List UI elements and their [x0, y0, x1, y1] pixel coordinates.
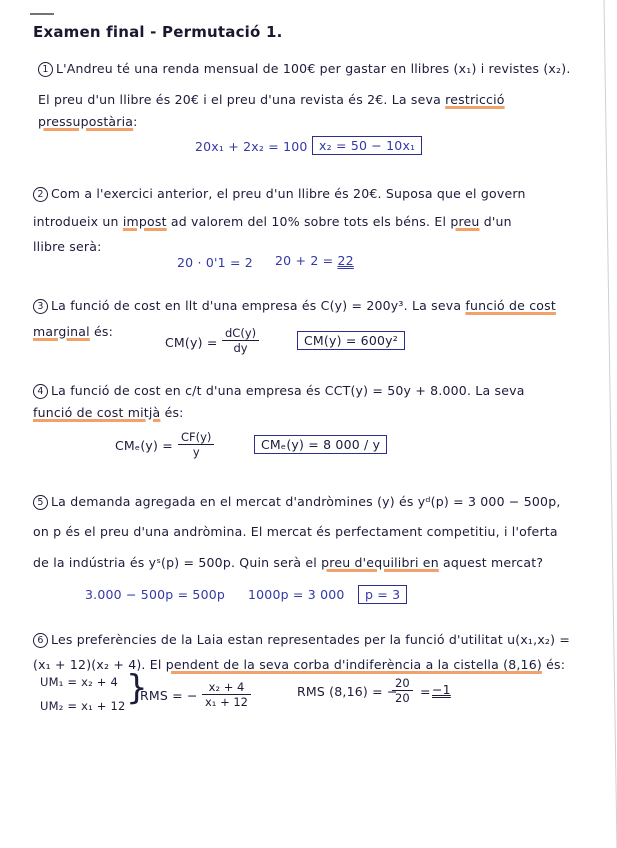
question-4-line-2: funció de cost mitjà és: [33, 405, 184, 420]
question-6-rms2-lhs: RMS (8,16) = − [297, 684, 398, 699]
highlight-preu-equilibri: preu d'equilibri en [321, 555, 439, 570]
question-2-line-2: introdueix un impost ad valorem del 10% sobre tots els béns. El preu d'un [33, 214, 512, 229]
question-4-lhs: CMₑ(y) = [115, 438, 173, 453]
question-4-fraction: $\frac{CF(y)}{y}$ [178, 430, 214, 459]
question-6-answer: −1 [432, 682, 451, 697]
question-3-line-2: marginal és: [33, 324, 114, 339]
question-1-line-3: pressupostària: [38, 114, 138, 129]
question-2-calc-2: 20 + 2 = 22 [275, 253, 354, 268]
question-3-line-1: 3 La funció de cost en llt d'una empresa és C(y) = 200y³. La seva funció de cost [33, 298, 556, 314]
question-6-line-2: (x₁ + 12)(x₂ + 4). El pendent de la seva corba d'indiferència a la cistella (8,16) és: [33, 657, 566, 672]
question-6-number: 6 [33, 633, 48, 648]
question-1-answer-box: x₂ = 50 − 10x₁ [312, 136, 422, 155]
brace-icon: } [126, 668, 148, 708]
highlight-restriccio: restricció [445, 92, 505, 107]
highlight-pressupostaria: pressupostària [38, 114, 134, 129]
question-6-line-1: 6 Les preferències de la Laia estan representades per la funció d'utilitat u(x₁,x₂) = [33, 632, 570, 648]
question-2-number: 2 [33, 187, 48, 202]
page-title: Examen final - Permutació 1. [33, 23, 283, 41]
highlight-pendent: pendent de la seva corba d'indiferència a la cistella (8,16) [165, 657, 542, 672]
question-3-number: 3 [33, 299, 48, 314]
highlight-preu: preu [450, 214, 480, 229]
question-5-line-3: de la indústria és yˢ(p) = 500p. Quin serà el preu d'equilibri en aquest mercat? [33, 555, 544, 570]
question-1-number: 1 [38, 62, 53, 77]
question-5-line-1: 5 La demanda agregada en el mercat d'andròmines (y) és yᵈ(p) = 3 000 − 500p, [33, 494, 561, 510]
question-6-um2: UM₂ = x₁ + 12 [40, 699, 126, 713]
question-1-equation: 20x₁ + 2x₂ = 100 [195, 139, 308, 154]
highlight-funcio-de-cost: funció de cost [465, 298, 556, 313]
question-1-line-2: El preu d'un llibre és 20€ i el preu d'una revista és 2€. La seva restricció [38, 92, 505, 107]
question-1-line-1: 1 L'Andreu té una renda mensual de 100€ per gastar en llibres (x₁) i revistes (x₂). [38, 61, 571, 77]
question-6-um1: UM₁ = x₂ + 4 [40, 675, 118, 689]
question-2-answer: 22 [337, 253, 354, 268]
question-6-equals: = [420, 684, 431, 699]
question-2-line-1: 2 Com a l'exercici anterior, el preu d'un llibre és 20€. Suposa que el govern [33, 186, 526, 202]
question-4-line-1: 4 La funció de cost en c/t d'una empresa és CCT(y) = 50y + 8.000. La seva [33, 383, 525, 399]
question-6-rms-fraction: $\frac{\text{x₂ + 4}}{\text{x₁ + 12}}$ [202, 680, 251, 709]
question-3-fraction: $\frac{dC(y)}{dy}$ [222, 326, 259, 355]
question-6-rms-lhs: RMS = − [140, 688, 198, 703]
question-6-rms2-fraction: $\frac{20}{20}$ [392, 676, 413, 705]
question-5-number: 5 [33, 495, 48, 510]
highlight-impost: impost [122, 214, 167, 229]
highlight-marginal: marginal [33, 324, 90, 339]
question-4-answer-box: CMₑ(y) = 8 000 / y [254, 435, 387, 454]
question-5-line-2: on p és el preu d'una andròmina. El mercat és perfectament competitiu, i l'oferta [33, 524, 558, 539]
question-4-number: 4 [33, 384, 48, 399]
question-5-calc-1: 3.000 − 500p = 500p [85, 587, 226, 602]
question-3-lhs: CM(y) = [165, 335, 218, 350]
question-3-answer-box: CM(y) = 600y² [297, 331, 405, 350]
highlight-funcio-de-cost-mitja: funció de cost mitjà [33, 405, 161, 420]
question-2-line-3: llibre serà: [33, 239, 102, 254]
question-5-calc-2: 1000p = 3 000 [248, 587, 345, 602]
question-5-answer-box: p = 3 [358, 585, 407, 604]
question-2-calc-1: 20 · 0'1 = 2 [177, 255, 253, 270]
